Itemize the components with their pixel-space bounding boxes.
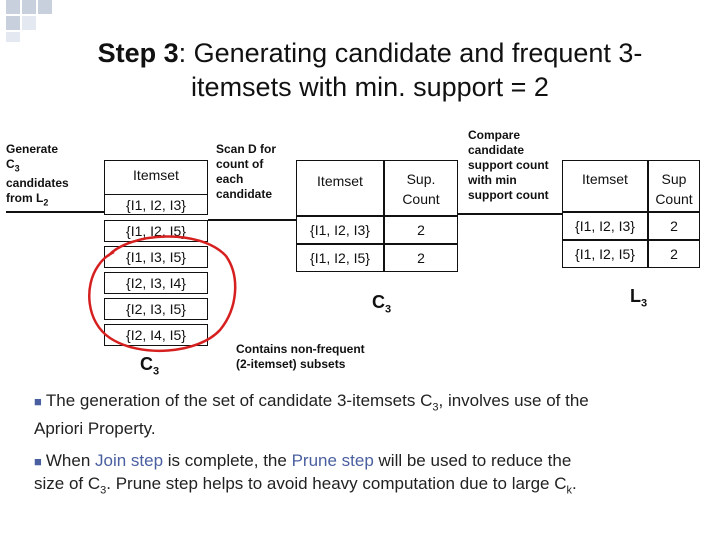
l3-row-itemset: {I1, I2, I3} [562, 212, 648, 240]
prune-circle-highlight [80, 226, 240, 361]
compare-label: Compare candidate support count with min support count [468, 128, 549, 202]
count-row-itemset: {I1, I2, I3} [296, 216, 384, 244]
scan-label: Scan D for count of each candidate [216, 142, 277, 201]
bullet-marker-icon: ■ [34, 454, 42, 469]
candidate-row: {I1, I2, I3} [104, 195, 208, 215]
annotation-note: Contains non-frequent (2-itemset) subsets [236, 342, 365, 371]
candidate-header-cell: Itemset [104, 160, 208, 195]
l3-header-itemset: Itemset [562, 160, 648, 212]
bullet-marker-icon: ■ [34, 394, 42, 409]
connector-line-left [6, 211, 104, 213]
count-header-sup: Sup. Count [384, 160, 458, 216]
l3-row-value: 2 [648, 212, 700, 240]
candidate-row: {I1, I3, I5} [104, 246, 208, 268]
candidate-row: {I2, I3, I5} [104, 298, 208, 320]
connector-line-right [458, 213, 562, 215]
slide-title: Step 3: Generating candidate and frequent 3- itemsets with min. support = 2 [97, 38, 643, 102]
bullet-apriori: ■ The generation of the set of candidate 3-itemsets $C_3$, involves use of the Apriori Property. [34, 391, 589, 439]
connector-line-middle [208, 219, 296, 221]
c3-label-left: $C_3$ [140, 354, 160, 378]
l3-label: $L_3$ [630, 286, 648, 310]
l3-row-itemset: {I1, I2, I5} [562, 240, 648, 268]
candidate-row: {I1, I2, I5} [104, 220, 208, 242]
l3-row-value: 2 [648, 240, 700, 268]
count-row-value: 2 [384, 244, 458, 272]
candidate-row: {I2, I4, I5} [104, 324, 208, 346]
count-header-itemset: Itemset [296, 160, 384, 216]
l3-header-sup: Sup Count [648, 160, 700, 212]
generate-label: Generate $C_3$ candidates from $L_2$ [6, 142, 69, 208]
count-row-value: 2 [384, 216, 458, 244]
bullet-prune: ■ When Join step is complete, the Prune step will be used to reduce the size of $C_3$. Prune step helps to avoid heavy computation due to large $C_k$. [34, 451, 577, 497]
c3-label-middle: $C_3$ [372, 292, 392, 316]
candidate-row: {I2, I3, I4} [104, 272, 208, 294]
count-row-itemset: {I1, I2, I5} [296, 244, 384, 272]
